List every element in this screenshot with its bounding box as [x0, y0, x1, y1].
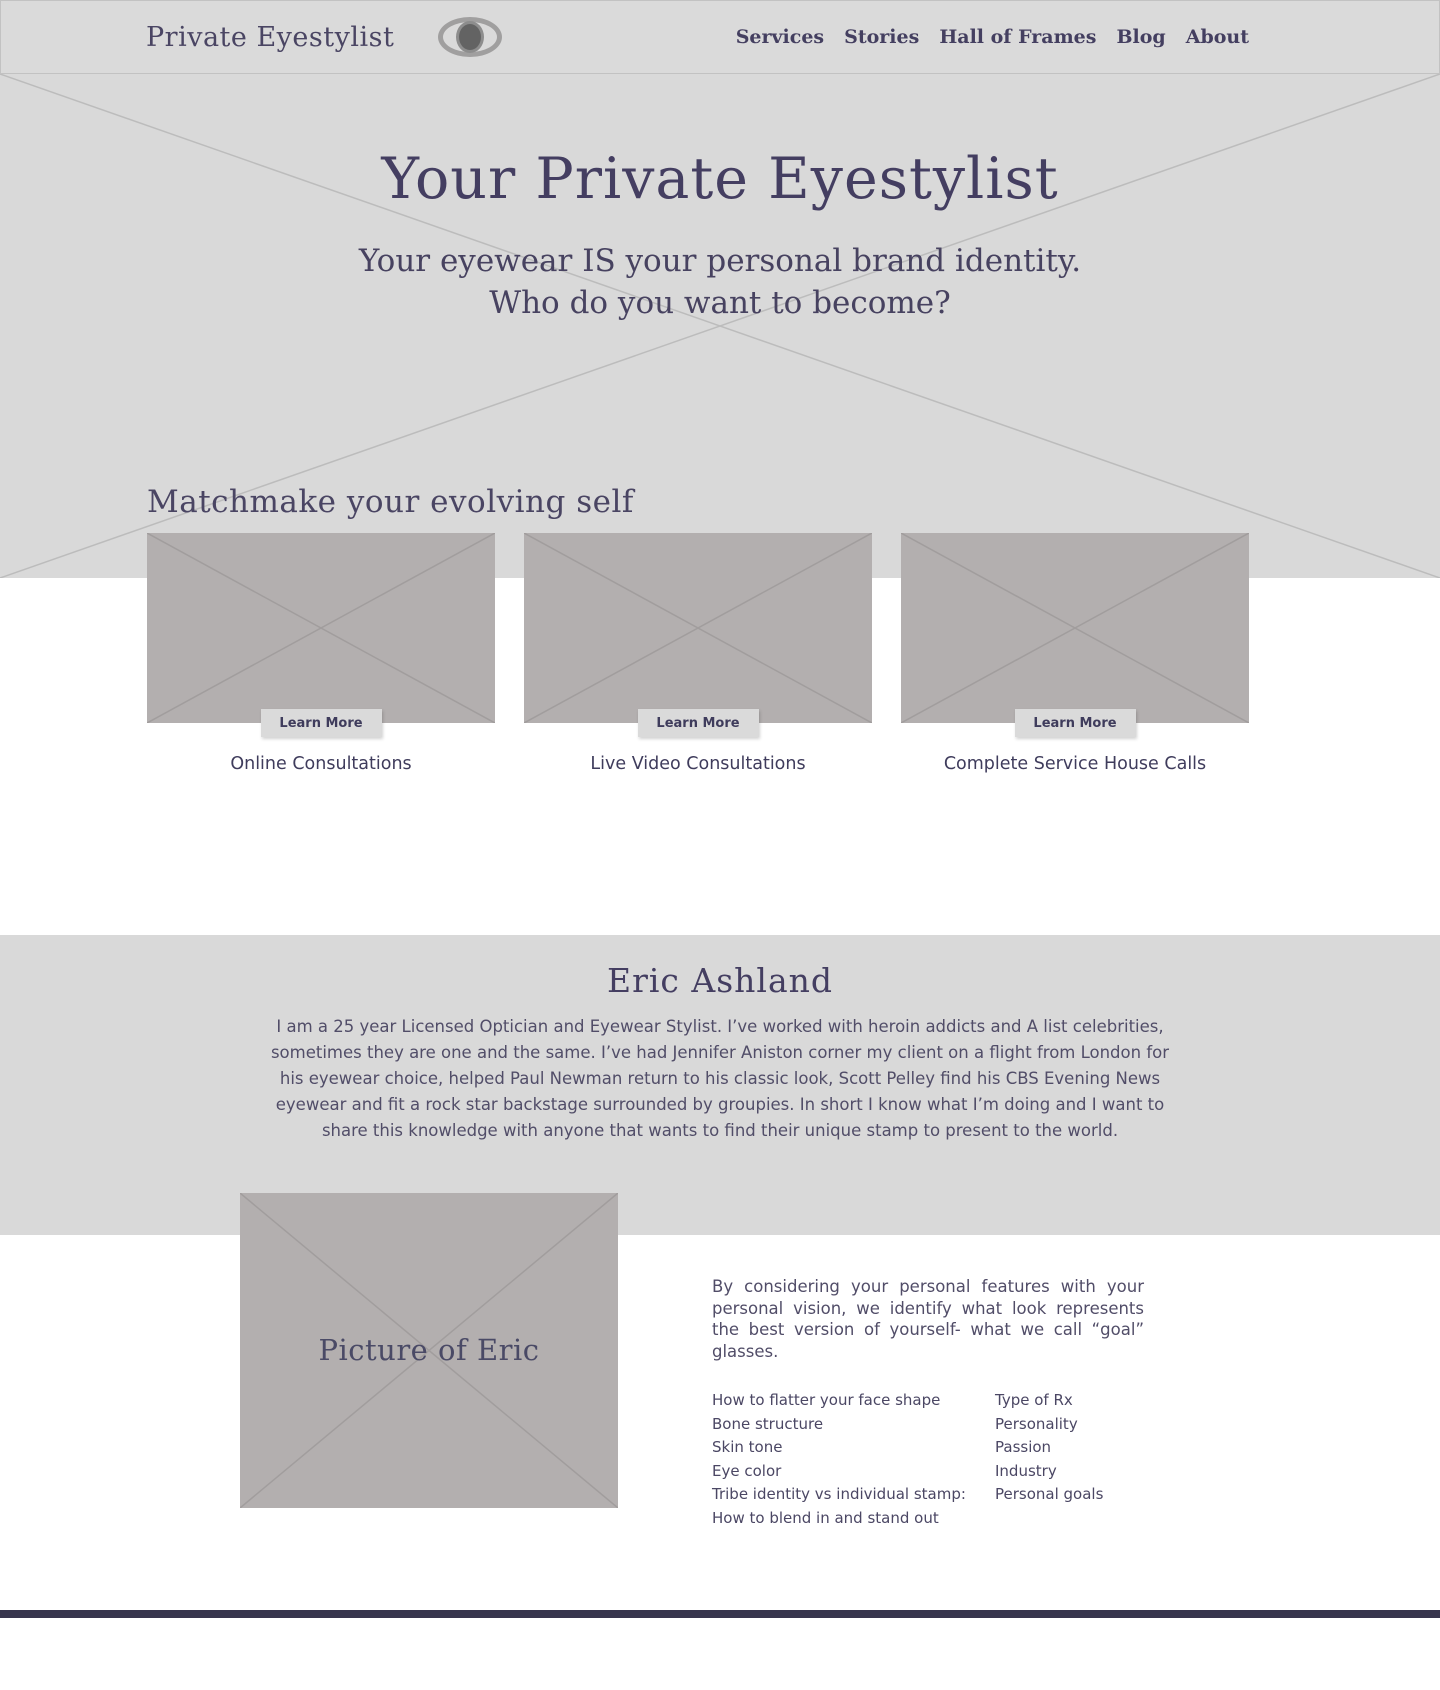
learn-more-button[interactable]: Learn More: [1015, 709, 1136, 737]
feature-item: Skin tone: [712, 1438, 783, 1456]
service-card-online: [147, 533, 495, 855]
nav-item-blog[interactable]: Blog: [1116, 26, 1166, 48]
hero-title: Your Private Eyestylist: [381, 146, 1059, 212]
service-card-house-calls: [901, 533, 1249, 855]
eric-picture-placeholder: [240, 1193, 618, 1508]
eye-logo-icon: [438, 17, 502, 57]
learn-more-button[interactable]: Learn More: [261, 709, 382, 737]
profile-details: [712, 1276, 1144, 1530]
service-caption: Online Consultations: [230, 754, 412, 774]
eye-pupil: [456, 21, 484, 53]
service-image-placeholder: [524, 533, 872, 723]
brand-logo-text[interactable]: Private Eyestylist: [146, 21, 395, 53]
service-caption: Complete Service House Calls: [943, 754, 1207, 774]
feature-list-right: [995, 1389, 1144, 1530]
about-section: [0, 935, 1440, 1235]
feature-item: Personal goals: [995, 1485, 1104, 1503]
about-heading: Eric Ashland: [606, 961, 834, 1000]
about-bio-text: I am a 25 year Licensed Optician and Eyewear Stylist. I’ve worked with heroin addicts and A list celebrities, sometimes they are one and the same. I’ve had Jennifer Aniston corner my client on a flight from London for his eyewear choice, helped Paul Newman return to his classic look, Scott Pelley find his CBS Evening News eyewear and fit a rock star backstage surrounded by groupies. In short I know what I’m doing and I want to share this knowledge with anyone that wants to find their unique stamp to present to the world.: [270, 1017, 1170, 1140]
feature-item: Eye color: [712, 1461, 782, 1480]
feature-item: Bone structure: [712, 1414, 824, 1433]
hero-subtitle-line1: Your eyewear IS your personal brand identity.: [358, 243, 1082, 279]
services-heading: Matchmake your evolving self: [147, 484, 634, 520]
nav-item-about[interactable]: About: [1185, 26, 1249, 48]
hero-subtitle: [0, 240, 1440, 324]
hero-subtitle-line2: Who do you want to become?: [489, 285, 951, 321]
profile-feature-lists: [712, 1389, 1144, 1530]
nav-item-services[interactable]: Services: [735, 26, 825, 48]
profile-section: [0, 1235, 1440, 1690]
service-image-placeholder: [147, 533, 495, 723]
footer-bar: [0, 1610, 1440, 1618]
service-card-video: [524, 533, 872, 855]
feature-list-left: [712, 1389, 995, 1530]
profile-intro-text: By considering your personal features with your personal vision, we identify what look represents the best version of yourself- what we call “goal” glasses.: [712, 1277, 1144, 1361]
nav-item-hall-of-frames[interactable]: Hall of Frames: [939, 26, 1097, 48]
placeholder-x-icon: [147, 533, 495, 723]
feature-item: Passion: [995, 1438, 1052, 1456]
learn-more-button[interactable]: Learn More: [638, 709, 759, 737]
feature-item: Industry: [995, 1461, 1057, 1480]
brand: [146, 17, 502, 57]
feature-item: Personality: [995, 1414, 1078, 1433]
hero-section: [0, 74, 1440, 578]
main-nav: [736, 26, 1379, 48]
feature-item: How to blend in and stand out: [712, 1508, 939, 1527]
feature-item: Tribe identity vs individual stamp:: [712, 1485, 966, 1503]
placeholder-x-icon: [901, 533, 1249, 723]
site-header: [0, 0, 1440, 74]
service-image-placeholder: [901, 533, 1249, 723]
nav-item-stories[interactable]: Stories: [844, 26, 920, 48]
feature-item: Type of Rx: [995, 1391, 1073, 1409]
eric-picture-label: Picture of Eric: [318, 1333, 540, 1367]
services-cards: [147, 533, 1249, 855]
feature-item: How to flatter your face shape: [712, 1391, 941, 1409]
service-caption: Live Video Consultations: [590, 754, 806, 774]
placeholder-x-icon: [524, 533, 872, 723]
